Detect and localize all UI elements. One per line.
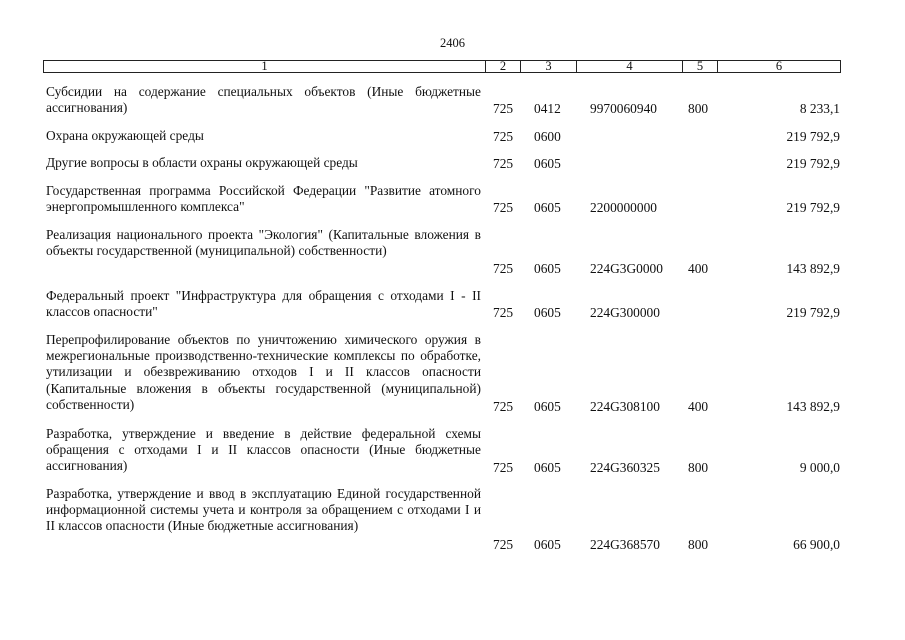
column-header-row [43,60,841,73]
column-header-1: 1 [261,59,268,73]
row-target-code: 224G308100 [590,398,660,414]
table-row [0,84,905,117]
row-admin-code: 725 [493,155,514,171]
row-admin-code: 725 [493,304,514,320]
row-admin-code: 725 [493,199,514,215]
row-expense-type: 800 [688,100,709,116]
row-admin-code: 725 [493,536,514,552]
row-description: Перепрофилирование объектов по уничтожению химического оружия в межрегиональные производственно-технические комплексы по обработке, утилизации и обезвреживанию отходов I и II классов опасности (Капитальные вложения в объекты государственной (муниципальной) собственности) [46,332,481,412]
row-section-code: 0605 [534,155,561,171]
row-admin-code: 725 [493,398,514,414]
row-expense-type: 800 [688,459,709,475]
row-description: Разработка, утверждение и введение в действие федеральной схемы обращения с отходами I и II классов опасности (Иные бюджетные ассигнования) [46,426,481,474]
row-section-code: 0412 [534,100,561,116]
row-admin-code: 725 [493,260,514,276]
column-header-4: 4 [576,61,682,73]
row-section-code: 0600 [534,128,561,144]
table-row [0,128,905,145]
column-header-3: 3 [520,61,576,73]
table-row [0,183,905,216]
row-admin-code: 725 [493,459,514,475]
row-amount: 219 792,9 [786,128,840,144]
row-admin-code: 725 [493,100,514,116]
column-header-6: 6 [717,61,840,73]
row-description: Разработка, утверждение и ввод в эксплуатацию Единой государственной информационной системы учета и контроля за обращением с отходами I и II классов опасности (Иные бюджетные ассигнования) [46,486,481,534]
row-description: Охрана окружающей среды [46,128,204,143]
row-target-code: 224G360325 [590,459,660,475]
table-row [0,288,905,321]
row-target-code: 224G3G0000 [590,260,663,276]
row-target-code: 224G368570 [590,536,660,552]
row-expense-type: 400 [688,398,709,414]
row-section-code: 0605 [534,304,561,320]
row-section-code: 0605 [534,398,561,414]
row-amount: 219 792,9 [786,199,840,215]
row-section-code: 0605 [534,199,561,215]
page-number: 2406 [440,36,465,50]
row-description: Федеральный проект "Инфраструктура для обращения с отходами I - II классов опасности" [46,288,481,320]
row-description: Другие вопросы в области охраны окружающей среды [46,155,358,170]
row-description: Реализация национального проекта "Экология" (Капитальные вложения в объекты государственной (муниципальной) собственности) [46,227,481,259]
row-section-code: 0605 [534,459,561,475]
column-header-5: 5 [682,61,717,73]
column-header-2: 2 [485,61,520,73]
row-expense-type: 400 [688,260,709,276]
row-admin-code: 725 [493,128,514,144]
row-amount: 8 233,1 [799,100,840,116]
row-amount: 143 892,9 [786,260,840,276]
table-row [0,426,905,476]
table-row [0,332,905,415]
row-description: Субсидии на содержание специальных объектов (Иные бюджетные ассигнования) [46,84,481,116]
row-section-code: 0605 [534,536,561,552]
row-amount: 219 792,9 [786,155,840,171]
row-expense-type: 800 [688,536,709,552]
row-target-code: 9970060940 [590,100,657,116]
row-description: Государственная программа Российской Федерации "Развитие атомного энергопромышленного комплекса" [46,183,481,215]
row-amount: 219 792,9 [786,304,840,320]
row-target-code: 224G300000 [590,304,660,320]
table-row [0,155,905,172]
row-target-code: 2200000000 [590,199,657,215]
table-row [0,486,905,553]
row-section-code: 0605 [534,260,561,276]
table-row [0,227,905,277]
row-amount: 9 000,0 [799,459,840,475]
row-amount: 66 900,0 [793,536,840,552]
row-amount: 143 892,9 [786,398,840,414]
